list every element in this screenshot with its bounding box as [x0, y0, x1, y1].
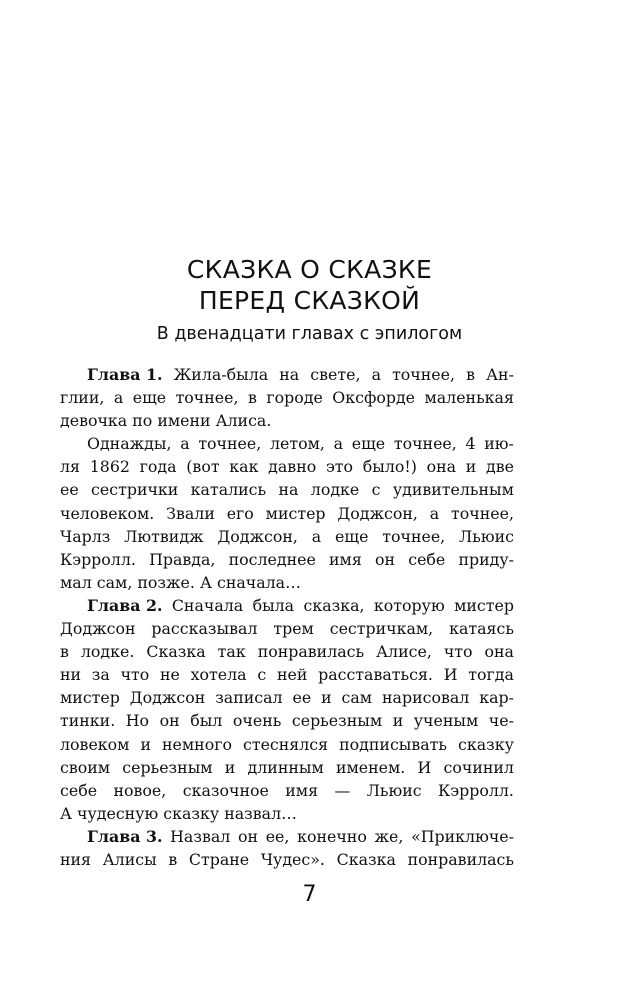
word: и: [224, 757, 236, 777]
word: еще: [335, 526, 369, 546]
word: сказочное: [182, 780, 269, 800]
word: а: [180, 434, 190, 454]
text-line: [60, 663, 514, 686]
text-line: [60, 848, 514, 871]
word: мал: [60, 572, 97, 592]
word: Алисы: [102, 849, 157, 869]
word: И: [443, 665, 458, 685]
word: в: [60, 642, 69, 662]
word: Оксфорде: [332, 388, 416, 408]
word: позже.: [137, 572, 200, 592]
word: городе: [266, 388, 323, 408]
word: он: [237, 826, 259, 846]
word: Сказка: [336, 849, 396, 869]
word: расставаться.: [318, 665, 433, 685]
word: Но: [125, 711, 150, 731]
word: Сказка: [146, 642, 206, 662]
word: сестрички: [91, 480, 179, 500]
word: точнее,: [382, 526, 446, 546]
word: сказку: [163, 803, 225, 823]
word: в: [247, 388, 257, 408]
text-line: [60, 779, 514, 802]
word: И: [417, 757, 432, 777]
word: ее: [60, 480, 79, 500]
word: с: [257, 665, 267, 685]
body-text: [60, 363, 514, 871]
word: назвал…: [224, 803, 297, 823]
word: глии,: [60, 388, 105, 408]
word: ее,: [265, 826, 290, 846]
word: 4: [465, 434, 476, 454]
word: Ан-: [486, 365, 514, 384]
text-line: [60, 802, 514, 825]
word: —: [334, 780, 351, 800]
word: Правда,: [149, 549, 216, 569]
word: имя: [285, 780, 319, 800]
word: что: [443, 642, 473, 662]
word: 1862: [89, 457, 130, 477]
word: она: [484, 642, 514, 662]
word: хотела: [190, 665, 247, 685]
word: ее: [292, 688, 312, 708]
word: мистер: [454, 595, 514, 615]
word: с: [371, 480, 381, 500]
word: а: [311, 526, 322, 546]
word: ля: [60, 457, 81, 477]
word: свете,: [310, 365, 361, 384]
text-line: [60, 455, 514, 478]
word: сказка,: [303, 595, 365, 615]
chapter-subtitle: В двенадцати главах с эпилогом: [156, 324, 463, 344]
word: которую: [373, 595, 445, 615]
word: сам: [341, 688, 373, 708]
word: Лютвидж: [124, 526, 204, 546]
word: а: [333, 434, 344, 454]
word: в: [168, 849, 178, 869]
word: точнее,: [451, 503, 514, 523]
word: и: [465, 457, 477, 477]
word: Чарлз: [60, 526, 111, 546]
word: Алисе,: [376, 642, 432, 662]
word: ния: [60, 849, 92, 869]
word: рассказывал: [151, 619, 258, 639]
word: очень: [232, 711, 282, 731]
word: сам,: [96, 572, 138, 592]
word: ученым: [413, 711, 479, 731]
word: точнее,: [175, 388, 239, 408]
word: на: [279, 365, 300, 384]
text-line: [60, 525, 514, 548]
text-line: [60, 733, 514, 756]
word: Доджсон,: [217, 526, 298, 546]
word: имя: [329, 549, 362, 569]
word: а: [113, 388, 124, 408]
word: было!): [362, 457, 417, 477]
word: мистер: [265, 503, 326, 523]
word: тинки.: [60, 711, 116, 731]
word: ию-: [484, 434, 514, 454]
word: себе: [60, 780, 98, 800]
word: Доджсон: [60, 619, 136, 639]
word: еще: [132, 388, 167, 408]
word: конечно: [297, 826, 367, 846]
word: же,: [374, 826, 404, 846]
word: кар-: [479, 688, 514, 708]
word: Сначала: [171, 595, 244, 615]
word: тогда: [468, 665, 514, 685]
word: мистер: [60, 688, 120, 708]
word: на: [278, 480, 299, 500]
word: сестричкам,: [329, 619, 434, 639]
text-line: [60, 363, 514, 386]
word: нарисовал: [382, 688, 470, 708]
word: Чудес».: [260, 849, 325, 869]
word: и: [140, 734, 151, 754]
word: приду-: [458, 549, 514, 569]
word: точнее,: [392, 365, 456, 384]
word: Звали: [166, 503, 215, 523]
word: Однажды,: [87, 434, 172, 454]
word: Льюис: [366, 780, 422, 800]
word: Доджсон: [129, 688, 206, 708]
word: а: [429, 503, 440, 523]
word: подписывать: [339, 734, 448, 754]
word: и: [392, 711, 404, 731]
word: давно: [268, 457, 317, 477]
word: и: [321, 688, 332, 708]
word: понравилась: [407, 849, 514, 869]
text-line: [60, 502, 514, 525]
word: катаясь: [449, 619, 514, 639]
word: катались: [190, 480, 267, 500]
chapter-label: Глава 2.: [87, 595, 163, 615]
word: серьезным: [291, 711, 383, 731]
word: чудесную: [77, 803, 164, 823]
word: он: [375, 549, 396, 569]
word: себе: [408, 549, 446, 569]
word: именем.: [335, 757, 406, 777]
text-line: [60, 709, 514, 732]
text-line: [60, 409, 514, 432]
word: не: [160, 665, 180, 685]
word: ни: [60, 665, 82, 685]
word: Назвал: [170, 826, 231, 846]
word: лодке.: [80, 642, 135, 662]
word: Стране: [188, 849, 250, 869]
text-line: [60, 571, 514, 594]
word: записал: [215, 688, 283, 708]
word: точнее,: [198, 434, 262, 454]
word: Кэрролл.: [438, 780, 514, 800]
word: ловеком: [60, 734, 130, 754]
word: так: [217, 642, 246, 662]
word: две: [486, 457, 514, 477]
word: че-: [488, 711, 514, 731]
chapter-title-line-2: ПЕРЕД СКАЗКОЙ: [198, 286, 421, 315]
text-line: [60, 478, 514, 501]
word: сочинил: [443, 757, 514, 777]
text-line: [60, 548, 514, 571]
word: удивительным: [392, 480, 514, 500]
word: а: [371, 365, 381, 384]
word: что: [120, 665, 150, 685]
word: А: [199, 572, 217, 592]
page-number: 7: [302, 882, 317, 907]
word: последнее: [228, 549, 316, 569]
word: лодке: [310, 480, 360, 500]
word: его: [226, 503, 254, 523]
word: точнее,: [393, 434, 457, 454]
word: новое,: [113, 780, 167, 800]
word: немного: [162, 734, 232, 754]
text-line: [60, 432, 514, 455]
word: стеснялся: [243, 734, 329, 754]
word: за: [91, 665, 110, 685]
word: серьезным: [122, 757, 213, 777]
word: (вот: [186, 457, 220, 477]
text-line: [60, 756, 514, 779]
text-line: [60, 386, 514, 409]
word: сначала…: [216, 572, 301, 592]
word: своим: [60, 757, 111, 777]
word: Льюис: [459, 526, 514, 546]
word: как: [229, 457, 259, 477]
word: Алиса.: [215, 411, 272, 431]
word: девочка: [60, 411, 133, 431]
chapter-title-line-1: СКАЗКА О СКАЗКЕ: [186, 255, 433, 284]
text-line: [60, 617, 514, 640]
word: она: [426, 457, 457, 477]
chapter-label: Глава 1.: [87, 365, 163, 384]
word: понравилась: [257, 642, 365, 662]
word: была: [252, 595, 295, 615]
word: в: [466, 365, 475, 384]
text-line: [60, 825, 514, 848]
word: ней: [276, 665, 308, 685]
word: маленькая: [424, 388, 514, 408]
word: трем: [273, 619, 314, 639]
word: имени: [157, 411, 216, 431]
word: «Приключе-: [411, 826, 514, 846]
word: это: [325, 457, 354, 477]
word: сказку: [458, 734, 514, 754]
chapter-label: Глава 3.: [87, 826, 163, 846]
word: А: [60, 803, 77, 823]
word: Жила-была: [173, 365, 269, 384]
word: еще: [351, 434, 386, 454]
text-line: [60, 686, 514, 709]
word: человеком.: [60, 503, 155, 523]
word: был: [190, 711, 223, 731]
word: по: [132, 411, 158, 431]
text-line: [60, 640, 514, 663]
word: летом,: [269, 434, 325, 454]
text-line: [60, 594, 514, 617]
word: Доджсон,: [337, 503, 418, 523]
word: он: [159, 711, 180, 731]
word: длинным: [247, 757, 324, 777]
word: Кэрролл.: [60, 549, 136, 569]
word: года: [139, 457, 177, 477]
